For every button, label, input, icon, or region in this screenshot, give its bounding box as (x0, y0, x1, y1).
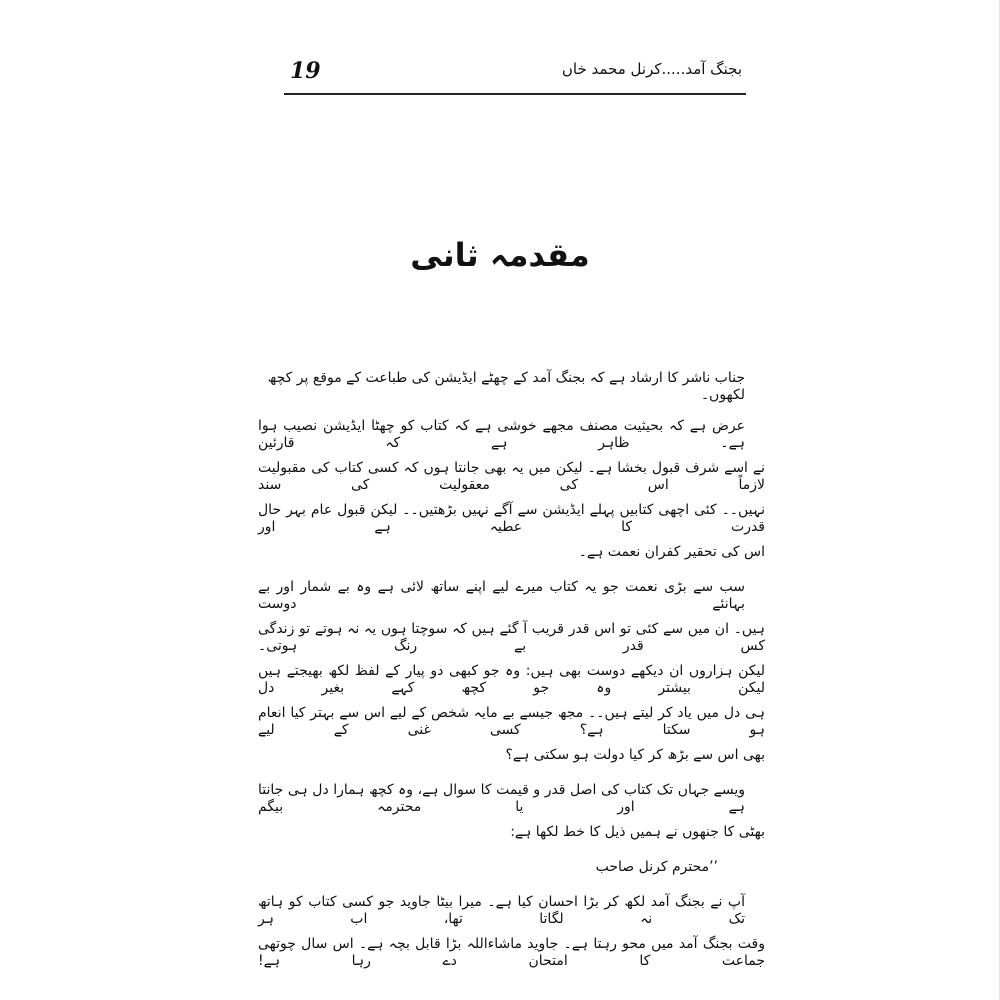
text-line: وقت بجنگ آمد میں محو رہتا ہے۔ جاوید ماشاءاللہ بڑا قابل بچہ ہے۔ اس سال چوتھی جماعت کا امتحان دے رہا ہے! (258, 936, 765, 969)
text-line: اس کی تحقیر کفران نعمت ہے۔ (578, 544, 765, 560)
running-title: بجنگ آمد.....کرنل محمد خاں (561, 60, 742, 78)
text-line: نے اسے شرف قبول بخشا ہے۔ لیکن میں یہ بھی جانتا ہوں کہ کسی کتاب کی مقبولیت لازماً اس کی معقولیت کی سند (258, 460, 765, 493)
text-line: ویسے جہاں تک کتاب کی اصل قدر و قیمت کا سوال ہے، وہ کچھ ہمارا دل ہی جانتا ہے اور یا محترمہ بیگم (258, 782, 745, 815)
header-rule (284, 93, 746, 95)
text-line: آپ نے بجنگ آمد لکھ کر بڑا احسان کیا ہے۔ میرا بیٹا جاوید جو کسی کتاب کو ہاتھ تک نہ لگاتا تھا، اب ہر (258, 894, 745, 927)
text-line: لیکن ہزاروں ان دیکھے دوست بھی ہیں: وہ جو کبھی دو پیار کے لفظ لکھ بھیجتے ہیں لیکن بیشتر وہ جو کچھ کہے بغیر دل (258, 663, 765, 696)
chapter-title: مقدمہ ثانی (410, 236, 590, 274)
text-line: نہیں۔۔ کئی اچھی کتابیں پہلے ایڈیشن سے آگے نہیں بڑھتیں۔۔ لیکن قبول عام بہر حال قدرت کا عطیہ ہے اور (258, 502, 765, 535)
text-line: عرض ہے کہ بحیثیت مصنف مجھے خوشی ہے کہ کتاب کو چھٹا ایڈیشن نصیب ہوا ہے۔ ظاہر ہے کہ قارئین (258, 418, 745, 451)
text-line: بھٹی کا جنھوں نے ہمیں ذیل کا خط لکھا ہے: (510, 824, 765, 840)
text-line: جناب ناشر کا ارشاد ہے کہ بجنگ آمد کے چھٹے ایڈیشن کی طباعت کے موقع پر کچھ لکھوں۔ (267, 370, 745, 403)
text-line: سب سے بڑی نعمت جو یہ کتاب میرے لیے اپنے ساتھ لائی ہے وہ بے شمار اور بے بہانئے دوست (258, 579, 745, 612)
body-text (258, 362, 765, 970)
letter-salutation: ’’محترم کرنل صاحب (595, 859, 718, 875)
text-line: ہیں۔ ان میں سے کئی تو اس قدر قریب آ گئے ہیں کہ سوچتا ہوں یہ نہ ہوتے تو زندگی کس قدر بے رنگ ہوتی۔ (258, 621, 765, 654)
text-line: بھی اس سے بڑھ کر کیا دولت ہو سکتی ہے؟ (505, 747, 765, 763)
text-line: ہی دل میں یاد کر لیتے ہیں۔۔ مجھ جیسے بے مایہ شخص کے لیے اس سے بہتر کیا انعام ہو سکتا ہے؟ کسی غنی کے لیے (258, 705, 765, 738)
page-number: 19 (290, 58, 321, 84)
